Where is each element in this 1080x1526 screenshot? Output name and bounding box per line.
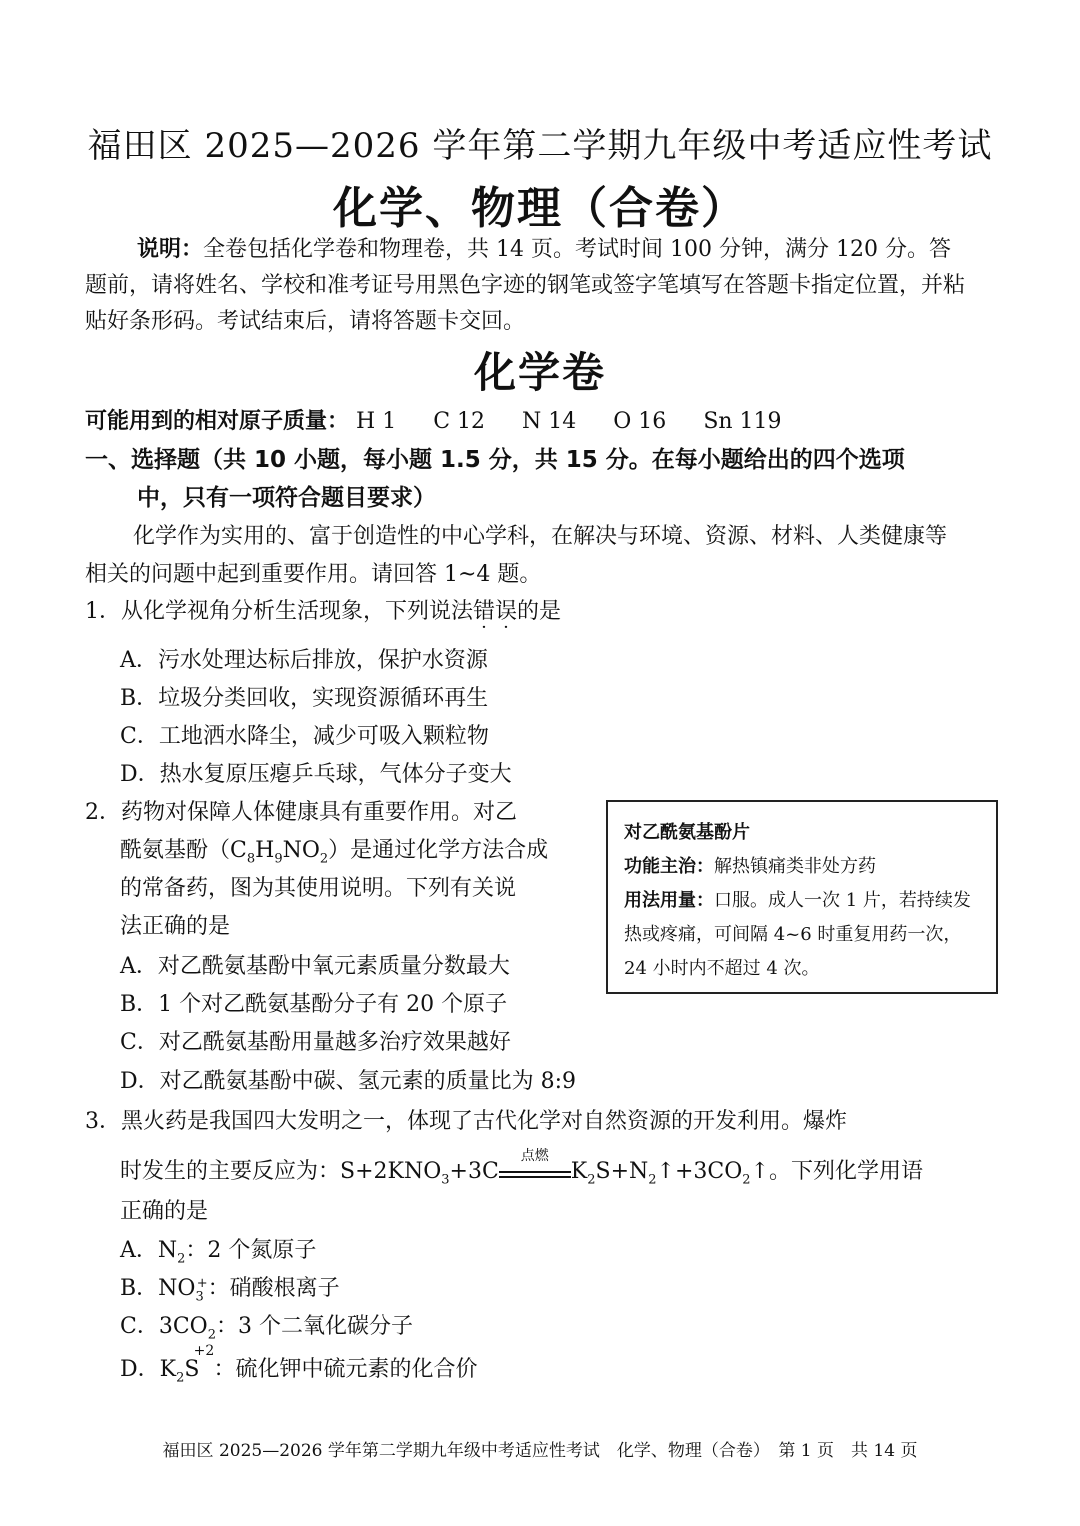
- q3-equation-line: [120, 1148, 923, 1188]
- q1-option-d: D．热水复原压瘪乒乓球，气体分子变大: [120, 762, 512, 787]
- q1-emphasis-1: 错: [473, 599, 496, 624]
- atomic-mass-item: C 12: [433, 409, 486, 434]
- q2-line4: 法正确的是: [120, 914, 231, 939]
- q3-line1: 3．黑火药是我国四大发明之一，体现了古代化学对自然资源的开发利用。爆炸: [85, 1109, 847, 1134]
- reaction-condition-label: 点燃: [520, 1148, 549, 1164]
- medicine-label-box: [606, 800, 998, 994]
- page-footer: 福田区 2025—2026 学年第二学期九年级中考适应性考试 化学、物理（合卷） 第 1 页 共 14 页: [162, 1441, 918, 1461]
- section-intro: 化学作为实用的、富于创造性的中心学科，在解决与环境、资源、材料、人类健康等相关的问题中起到重要作用。请回答 1~4 题。: [85, 524, 948, 587]
- q2-line2-text: H: [255, 838, 275, 863]
- atomic-mass-label: 可能用到的相对原子质量：: [85, 409, 350, 434]
- q3-opt-text: A．N: [120, 1238, 178, 1263]
- q1-stem-c: 的是: [517, 599, 562, 624]
- q3-eq-text: S+N: [595, 1159, 649, 1184]
- q2-line2-text: 酰氨基酚（C: [120, 838, 247, 863]
- q3-sub: 3: [195, 1289, 204, 1305]
- q3-sub: 2: [587, 1172, 596, 1188]
- q2-sub: 9: [274, 851, 283, 867]
- q3-opt-text: S: [184, 1357, 200, 1382]
- q3-sub: 2: [176, 1370, 185, 1386]
- q3-opt-text: ：硫化钾中硫元素的化合价: [213, 1357, 478, 1382]
- q3-opt-text: K: [159, 1357, 177, 1382]
- q1-option-a: A．污水处理达标后排放，保护水资源: [120, 648, 488, 673]
- exam-title: 福田区 2025—2026 学年第二学期九年级中考适应性考试: [87, 126, 993, 166]
- q1-option-c: C．工地洒水降尘，减少可吸入颗粒物: [120, 724, 489, 749]
- q3-opt-text: B．NO: [120, 1276, 196, 1301]
- medicine-usage-text: 口服。成人一次 1 片，若持续发热或疼痛，可间隔 4~6 时重复用药一次，24 小时内不超过 4 次。: [624, 890, 971, 979]
- atomic-mass-item: N 14: [522, 409, 577, 434]
- medicine-usage-label: 用法用量：: [624, 890, 714, 911]
- q2-option-c: C．对乙酰氨基酚用量越多治疗效果越好: [120, 1030, 511, 1055]
- q3-opt-text: ：硝酸根离子: [207, 1276, 340, 1301]
- q2-line1: 2．药物对保障人体健康具有重要作用。对乙: [85, 800, 517, 825]
- q1-emphasis-2: 误: [495, 599, 518, 624]
- paper-title: 化学卷: [473, 348, 606, 397]
- atomic-mass-line: [85, 404, 812, 435]
- q3-eq-text: 时发生的主要反应为：S+2KNO: [120, 1159, 442, 1184]
- q2-option-b: B．1 个对乙酰氨基酚分子有 20 个原子: [120, 992, 508, 1017]
- exam-subtitle: 化学、物理（合卷）: [333, 183, 747, 234]
- q3-option-d: [120, 1343, 478, 1386]
- atomic-mass-item: H 1: [356, 409, 397, 434]
- q3-opt-text: D．: [120, 1357, 160, 1382]
- equals-sign: [499, 1171, 571, 1178]
- q3-eq-text: +3C: [449, 1159, 499, 1184]
- reaction-condition: [499, 1148, 571, 1178]
- q3-sup: +: [196, 1275, 208, 1291]
- q3-eq-text: ↑。下列化学用语: [750, 1159, 923, 1184]
- q2-line2-text: ）是通过化学方法合成: [328, 838, 549, 863]
- q3-option-c: [120, 1309, 413, 1342]
- notice: [85, 232, 965, 340]
- q3-eq-text: ↑+3CO: [656, 1159, 743, 1184]
- q2-option-a: A．对乙酰氨基酚中氧元素质量分数最大: [120, 954, 510, 979]
- medicine-label-title: 对乙酰氨基酚片: [624, 822, 750, 843]
- section-heading: [85, 441, 905, 517]
- valence-mark: +2: [193, 1343, 215, 1359]
- q3-opt-text: ：2 个氮原子: [185, 1238, 317, 1263]
- section-heading-line2: 中，只有一项符合题目要求）: [137, 485, 436, 511]
- q1-stem: [85, 594, 561, 625]
- q3-option-a: [120, 1233, 316, 1266]
- q1-option-b: B．垃圾分类回收，实现资源循环再生: [120, 686, 489, 711]
- q2-option-d: D．对乙酰氨基酚中碳、氢元素的质量比为 8:9: [120, 1069, 577, 1094]
- q3-sub: 2: [177, 1251, 186, 1267]
- q2-line2: [120, 833, 548, 866]
- q3-sub: 3: [441, 1172, 450, 1188]
- atomic-mass-item: Sn 119: [703, 409, 782, 434]
- q3-line3: 正确的是: [120, 1199, 209, 1224]
- atomic-mass-item: O 16: [613, 409, 667, 434]
- medicine-func-label: 功能主治：: [624, 856, 714, 877]
- q3-sub: 2: [742, 1172, 751, 1188]
- q2-line3: 的常备药，图为其使用说明。下列有关说: [120, 876, 517, 901]
- q1-stem-a: 1．从化学视角分析生活现象，下列说法: [85, 599, 473, 624]
- valence-expression: [159, 1343, 215, 1386]
- q3-option-b: [120, 1271, 340, 1304]
- q3-sub: 2: [648, 1172, 657, 1188]
- q2-sub: 8: [246, 851, 256, 867]
- q2-sub: 2: [319, 851, 329, 867]
- notice-label: 说明：: [137, 237, 204, 262]
- q2-line2-text: NO: [282, 838, 320, 863]
- notice-text: 全卷包括化学卷和物理卷，共 14 页。考试时间 100 分钟，满分 120 分。答题前，请将姓名、学校和准考证号用黑色字迹的钢笔或签字笔填写在答题卡指定位置，并粘贴好条形码。考试结束后，请将答题卡交回。: [85, 237, 966, 334]
- medicine-func-text: 解热镇痛类非处方药: [714, 856, 876, 877]
- q3-opt-text: C．3CO: [120, 1314, 208, 1339]
- section-heading-line1: 一、选择题（共 10 小题，每小题 1.5 分，共 15 分。在每小题给出的四个选项: [85, 447, 905, 473]
- q3-sub: 2: [207, 1327, 216, 1343]
- q3-opt-text: ：3 个二氧化碳分子: [215, 1314, 413, 1339]
- q3-eq-text: K: [570, 1159, 588, 1184]
